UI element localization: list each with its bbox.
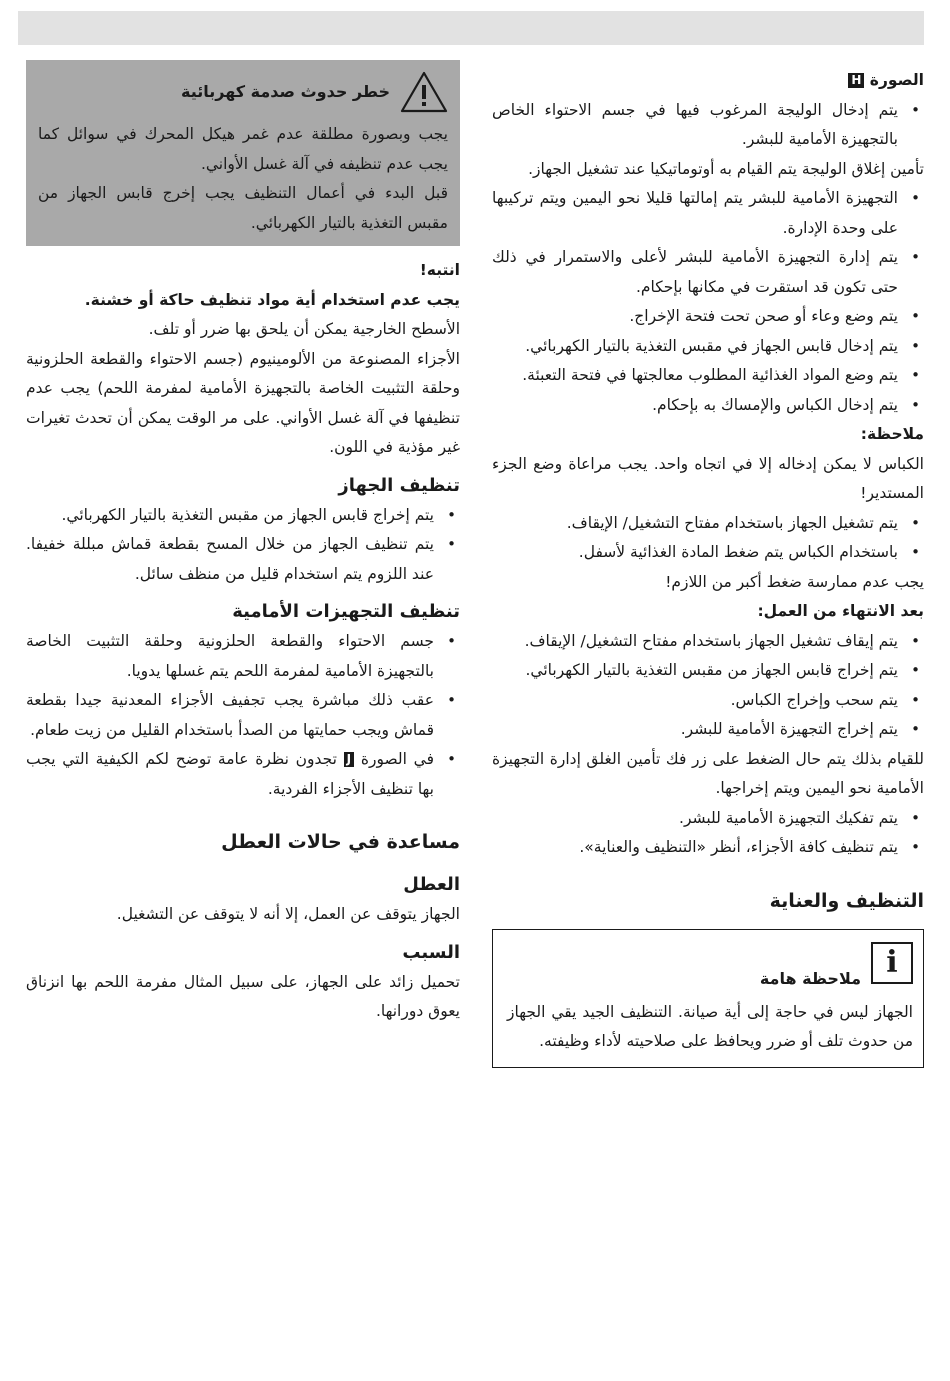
warning-text-2: قبل البدء في أعمال التنظيف يجب إخرج قابس الجهاز من مقبس التغذية بالتيار الكهربائي. bbox=[38, 184, 448, 232]
note-text: الكباس لا يمكن إدخاله إلا في اتجاه واحد. يجب مراعاة وضع الجزء المستدير! bbox=[492, 454, 924, 502]
release-note: للقيام بذلك يتم حال الضغط على زر فك تأمين الغلق إدارة التجهيزة الأمامية نحو اليمين ويتم إخراجها. bbox=[492, 749, 924, 797]
cause-heading: السبب bbox=[402, 941, 460, 963]
list-item: • يتم سحب وإخراج الكباس. bbox=[492, 686, 924, 716]
fault-text: الجهاز يتوقف عن العمل، إلا أنه لا يتوقف عن التشغيل. bbox=[116, 905, 460, 923]
left-column bbox=[26, 60, 460, 1027]
list-item: • يتم إخراج قابس الجهاز من مقبس التغذية بالتيار الكهربائي. bbox=[492, 656, 924, 686]
list-item: • يتم تنظيف الجهاز من خلال المسح بقطعة قماش مبللة خفيفا. عند اللزوم يتم استخدام قليل من منظف سائل. bbox=[26, 530, 460, 589]
figure-h-label bbox=[492, 66, 924, 96]
warning-title: خطر حدوث صدمة كهربائية bbox=[181, 82, 390, 102]
attention-label: انتبه! bbox=[419, 261, 460, 279]
lock-note: تأمين إغلاق الوليجة يتم القيام به أوتوماتيكيا عند تشغيل الجهاز. bbox=[528, 159, 924, 178]
info-text: الجهاز ليس في حاجة إلى أية صيانة. التنظيف الجيد يقي الجهاز من حدوث تلف أو ضرر ويحافظ على صلاحيته لأداء وظيفته. bbox=[507, 1002, 913, 1050]
list-item: • يتم إدارة التجهيزة الأمامية للبشر لأعلى والاستمرار في ذلك حتى تكون قد استقرت في مكانها بإحكام. bbox=[492, 243, 924, 302]
attention-text-1: الأسطح الخارجية يمكن أن يلحق بها ضرر أو تلف. bbox=[148, 320, 460, 338]
front-cleaning-heading: تنظيف التجهيزات الأمامية bbox=[232, 601, 460, 622]
info-title: ملاحظة هامة bbox=[759, 969, 861, 988]
info-head bbox=[507, 940, 913, 994]
list-item: • باستخدام الكباس يتم ضغط المادة الغذائية لأسفل. bbox=[492, 538, 924, 568]
list-item: • يتم إدخال الوليجة المرغوب فيها في جسم الاحتواء الخاص بالتجهيزة الأمامية للبشر. bbox=[492, 96, 924, 155]
assembly-steps bbox=[492, 96, 924, 155]
list-item: • يتم إخراج التجهيزة الأمامية للبشر. bbox=[492, 715, 924, 745]
right-column bbox=[492, 60, 924, 1068]
cause-text: تحميل زائد على الجهاز، على سبيل المثال مفرمة اللحم بها انزناق يعوق دورانها. bbox=[26, 972, 460, 1020]
assembly-steps-cont bbox=[492, 184, 924, 420]
after-work-steps bbox=[492, 627, 924, 745]
figure-label-text: الصورة bbox=[869, 71, 924, 89]
warning-head bbox=[38, 64, 448, 120]
figure-h-badge: H bbox=[848, 73, 864, 88]
list-item: • عقب ذلك مباشرة يجب تجفيف الأجزاء المعدنية جيدا بقطعة قماش ويجب حمايتها من الصدأ باستخدام القليل من زيت طعام. bbox=[26, 686, 460, 745]
attention-text-2: الأجزاء المصنوعة من الألومينيوم (جسم الاحتواء والقطعة الحلزونية وحلقة التثبيت الخاصة بالتجهيزة الأمامية لمفرمة اللحم) يجب عدم تنظيفها في آلة غسل الأواني. على مر الوقت يمكن أن تحدث تغيرات غير مؤذية في اللون. bbox=[26, 349, 460, 456]
list-item bbox=[26, 745, 460, 804]
figure-j-after: تجدون نظرة عامة توضح لكم الكيفية التي يجب بها تنظيف الأجزاء الفردية. bbox=[26, 750, 434, 798]
figure-j-before: في الصورة bbox=[360, 750, 434, 768]
pressure-note: يجب عدم ممارسة ضغط أكبر من اللازم! bbox=[665, 572, 924, 591]
list-item: • يتم إدخال الكباس والإمساك به بإحكام. bbox=[492, 391, 924, 421]
list-item: • يتم وضع وعاء أو صحن تحت فتحة الإخراج. bbox=[492, 302, 924, 332]
info-box bbox=[492, 929, 924, 1068]
list-item: • يتم إدخال قابس الجهاز في مقبس التغذية بالتيار الكهربائي. bbox=[492, 332, 924, 362]
list-item: • يتم إيقاف تشغيل الجهاز باستخدام مفتاح التشغيل/ الإيقاف. bbox=[492, 627, 924, 657]
warning-box bbox=[26, 60, 460, 246]
figure-j-badge: J bbox=[344, 752, 354, 767]
list-item: • يتم تشغيل الجهاز باستخدام مفتاح التشغيل/ الإيقاف. bbox=[492, 509, 924, 539]
troubleshooting-heading: مساعدة في حالات العطل bbox=[221, 831, 460, 853]
list-item: • يتم تنظيف كافة الأجزاء، أنظر «التنظيف والعناية». bbox=[492, 833, 924, 863]
device-cleaning-heading: تنظيف الجهاز bbox=[338, 474, 460, 496]
info-icon: i bbox=[871, 942, 913, 984]
list-item: • يتم تفكيك التجهيزة الأمامية للبشر. bbox=[492, 804, 924, 834]
operation-steps bbox=[492, 509, 924, 568]
header-bar bbox=[18, 11, 924, 45]
list-item: • يتم إخراج قابس الجهاز من مقبس التغذية بالتيار الكهربائي. bbox=[26, 501, 460, 531]
attention-bold: يجب عدم استخدام أية مواد تنظيف حاكة أو خشنة. bbox=[84, 290, 460, 309]
after-work-steps-cont bbox=[492, 804, 924, 863]
list-item: • التجهيزة الأمامية للبشر يتم إمالتها قليلا نحو اليمين ويتم تركيبها على وحدة الإدارة. bbox=[492, 184, 924, 243]
note-label: ملاحظة: bbox=[860, 425, 924, 443]
front-cleaning-steps bbox=[26, 627, 460, 804]
after-work-label: بعد الانتهاء من العمل: bbox=[757, 602, 924, 620]
care-heading: التنظيف والعناية bbox=[769, 889, 924, 912]
warning-triangle-icon bbox=[400, 70, 448, 114]
warning-text-1: يجب وبصورة مطلقة عدم غمر هيكل المحرك في سوائل كما يجب عدم تنظيفه في آلة غسل الأواني. bbox=[38, 125, 448, 173]
fault-heading: العطل bbox=[403, 874, 460, 895]
list-item: • يتم وضع المواد الغذائية المطلوب معالجتها في فتحة التعبئة. bbox=[492, 361, 924, 391]
list-item: • جسم الاحتواء والقطعة الحلزونية وحلقة التثبيت الخاصة بالتجهيزة الأمامية لمفرمة اللحم يتم غسلها يدويا. bbox=[26, 627, 460, 686]
device-cleaning-steps bbox=[26, 501, 460, 590]
